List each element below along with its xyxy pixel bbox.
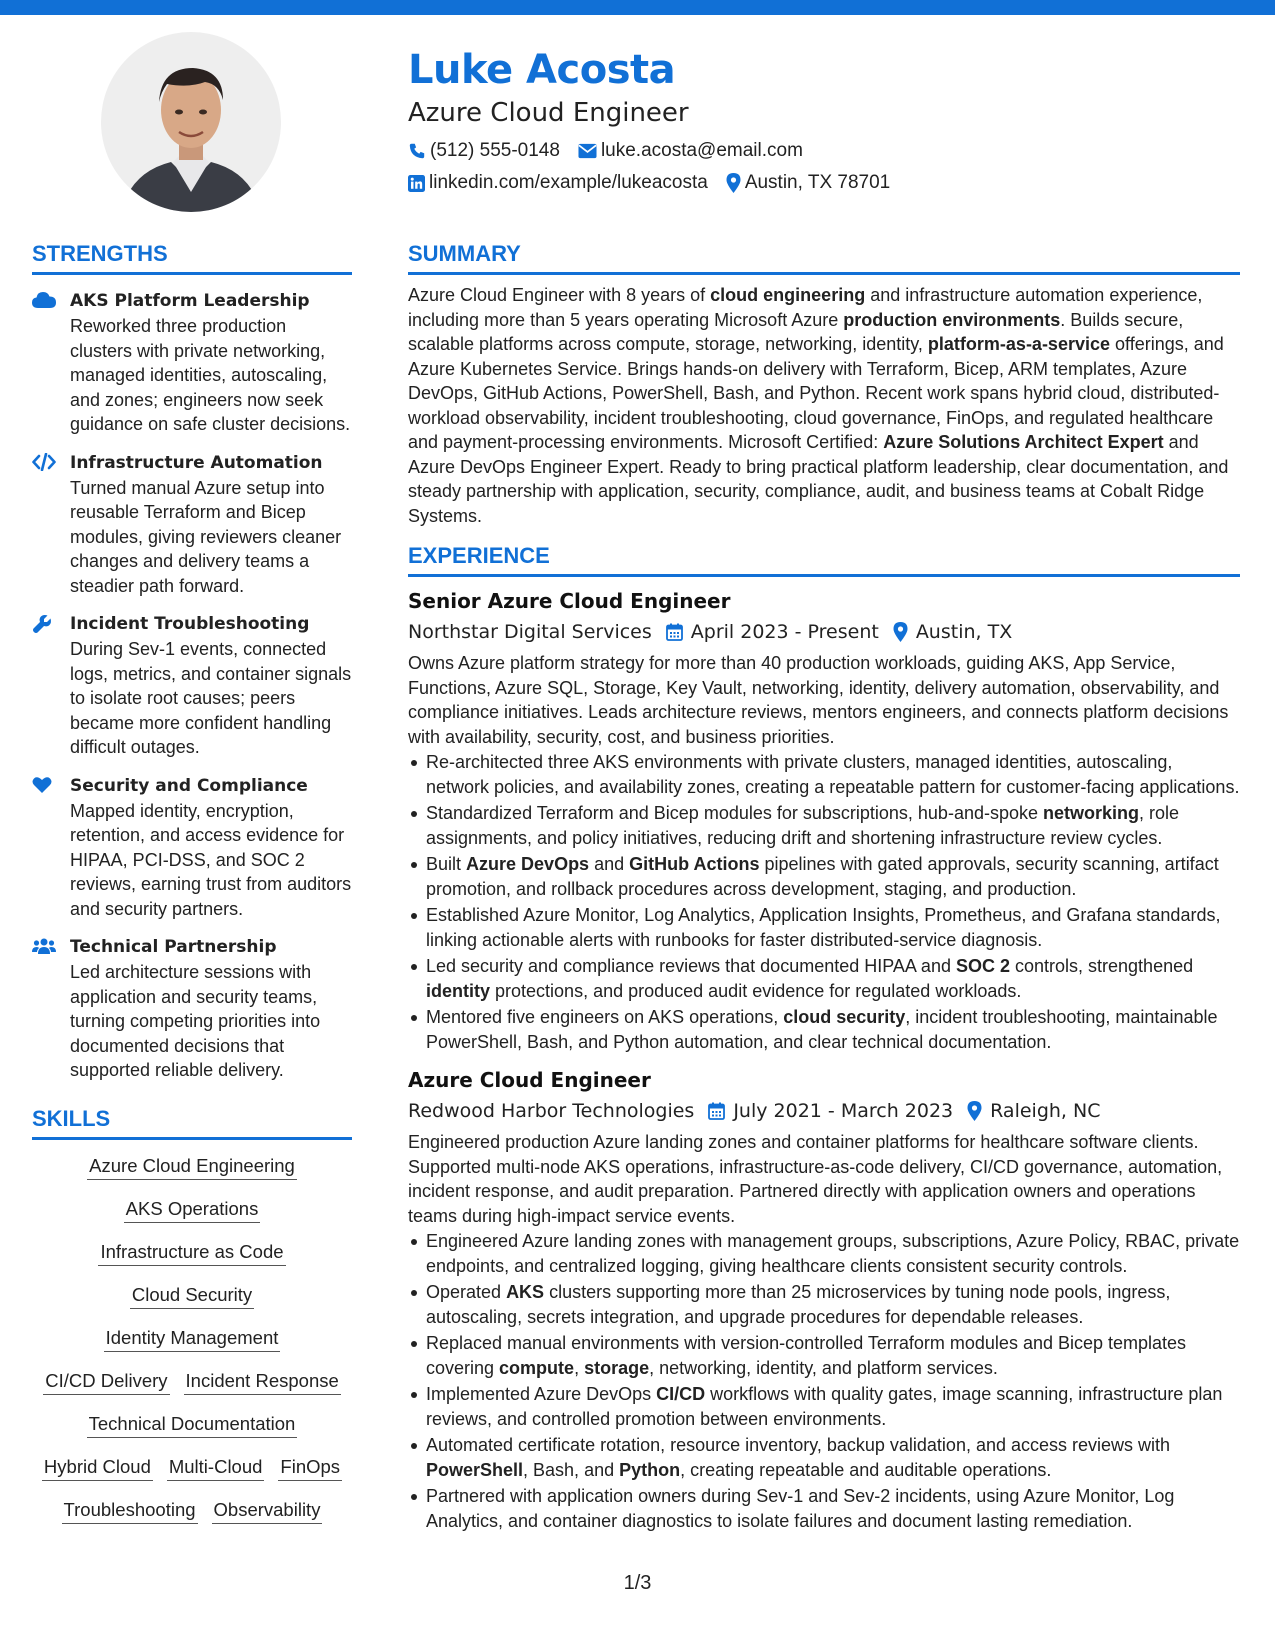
heart-icon: [32, 776, 52, 794]
job-entry: [408, 1066, 1240, 1533]
skills-heading: SKILLS: [32, 1105, 352, 1140]
bullet-text: Replaced manual environments with version-controlled Terraform modules and Bicep templates covering: [426, 1333, 1187, 1378]
job-location-text: Austin, TX: [915, 621, 1013, 643]
job-bullet: [408, 801, 1240, 850]
bullet-bold: Python: [619, 1459, 681, 1480]
job-bullet: [408, 954, 1240, 1003]
contact-row-2: [408, 168, 1238, 198]
job-dates-text: April 2023 - Present: [690, 621, 879, 643]
bullet-bold: networking: [1043, 803, 1140, 823]
strength-title: Security and Compliance: [70, 775, 308, 796]
job-title: Azure Cloud Engineer: [408, 1068, 651, 1092]
strength-title: AKS Platform Leadership: [70, 291, 310, 311]
skill-tag: Azure Cloud Engineering: [87, 1154, 297, 1180]
summary-bold: cloud engineering: [710, 285, 866, 305]
job-meta: [408, 617, 1240, 647]
map-pin-icon: [967, 1101, 982, 1121]
bullet-text: clusters supporting more than 25 microservices by tuning node pools, ingress, autoscaling, secrets integration, and upgrade procedures for dependable releases.: [426, 1282, 1171, 1327]
bullet-text: ,: [574, 1357, 585, 1378]
skill-tag: Incident Response: [184, 1369, 341, 1395]
skill-tag: CI/CD Delivery: [43, 1369, 169, 1395]
job-title: Senior Azure Cloud Engineer: [408, 589, 731, 613]
job-bullets: [408, 1229, 1240, 1533]
right-column: [408, 240, 1240, 1535]
job-bullet: [408, 750, 1240, 799]
location-contact: [726, 168, 890, 198]
bullet-text: workflows with quality gates, image scanning, infrastructure plan reviews, and controlled promotion between environments.: [426, 1384, 1223, 1429]
linkedin-text: linkedin.com/example/lukeacosta: [429, 172, 708, 193]
skill-row: [32, 1197, 352, 1223]
envelope-icon: [578, 143, 597, 159]
skill-row: [32, 1412, 352, 1438]
map-pin-icon: [893, 622, 908, 642]
experience-heading: EXPERIENCE: [408, 542, 1240, 577]
experience-list: [408, 587, 1240, 1533]
job-bullet: [408, 903, 1240, 952]
phone-icon: [408, 142, 426, 160]
bullet-bold: cloud security: [783, 1007, 906, 1027]
skill-tag: Troubleshooting: [62, 1498, 198, 1524]
job-bullet: [408, 1331, 1240, 1380]
linkedin-contact[interactable]: [408, 168, 708, 198]
bullet-text: controls, strengthened: [1010, 956, 1194, 976]
users-icon: [32, 937, 56, 955]
summary-bold: production environments: [843, 309, 1061, 330]
job-dates-text: July 2021 - March 2023: [733, 1100, 954, 1122]
skill-tag: Observability: [212, 1498, 323, 1524]
bullet-text: protections, and produced audit evidence for regulated workloads.: [490, 980, 1022, 1001]
bullet-bold: identity: [426, 980, 491, 1001]
bullet-text: Engineered Azure landing zones with management groups, subscriptions, Azure Policy, RBAC, private endpoints, and centralized logging, giving healthcare clients consistent security controls.: [426, 1231, 1240, 1276]
contact-row-1: [408, 136, 1238, 166]
linkedin-icon: [408, 175, 425, 192]
strength-title: Infrastructure Automation: [70, 452, 323, 473]
strength-desc: Led architecture sessions with application and security teams, turning competing priorities into documented decisions that supported reliable delivery.: [70, 962, 321, 1080]
bullet-text: Standardized Terraform and Bicep modules for subscriptions, hub-and-spoke: [426, 803, 1044, 823]
strength-title: Technical Partnership: [70, 937, 277, 957]
bullet-text: and: [589, 854, 630, 874]
strength-item: [32, 289, 352, 437]
skill-tag: FinOps: [278, 1455, 342, 1481]
strength-desc: Reworked three production clusters with private networking, managed identities, autoscaling, and zones; engineers now seek guidance on safe cluster decisions.: [70, 316, 351, 434]
skill-row: [32, 1154, 352, 1180]
bullet-text: Led security and compliance reviews that documented HIPAA and: [426, 956, 956, 976]
job-description: Owns Azure platform strategy for more than 40 production workloads, guiding AKS, App Service, Functions, Azure SQL, Storage, Key Vault, networking, identity, delivery automation, observability, and compliance initiatives. Leads architecture reviews, mentors engineers, and connects platform decisions with availability, security, cost, and business priorities.: [408, 653, 1229, 747]
job-location: [967, 1096, 1100, 1126]
skill-row: [32, 1283, 352, 1309]
job-bullet: [408, 1229, 1240, 1278]
bullet-text: pipelines with gated approvals, security scanning, artifact promotion, and rollback procedures across development, staging, and production.: [426, 854, 1219, 899]
phone-text: (512) 555-0148: [430, 140, 560, 161]
job-bullet: [408, 1484, 1240, 1533]
bullet-bold: PowerShell: [426, 1459, 524, 1480]
skill-tag: AKS Operations: [124, 1197, 261, 1223]
profile-photo: [101, 32, 281, 212]
bullet-text: , Bash, and: [523, 1459, 620, 1480]
summary-text: and infrastructure automation experience, including more than 5 years operating Microsoft Azure: [408, 285, 1203, 330]
skill-row: [32, 1498, 352, 1524]
wrench-icon: [32, 614, 52, 634]
job-bullet: [408, 1433, 1240, 1482]
summary-text: [408, 283, 1240, 528]
strength-item: [32, 451, 352, 599]
job-company: Northstar Digital Services: [408, 621, 652, 643]
summary-text: and Azure DevOps Engineer Expert. Ready to bring practical platform leadership, clear documentation, and steady partnership with application, security, compliance, audit, and business teams at Cobalt Ridge Systems.: [408, 432, 1229, 526]
bullet-bold: AKS: [506, 1282, 545, 1302]
strength-item: [32, 612, 352, 760]
job-bullet: [408, 1382, 1240, 1431]
candidate-name: Luke Acosta: [408, 47, 676, 93]
bullet-text: Operated: [426, 1282, 507, 1302]
bullet-bold: CI/CD: [656, 1384, 706, 1404]
skill-row: [32, 1455, 352, 1481]
job-bullets: [408, 750, 1240, 1054]
bullet-text: , creating repeatable and auditable operations.: [680, 1459, 1052, 1480]
location-text: Austin, TX 78701: [744, 172, 891, 193]
bullet-text: , role assignments, and policy initiatives, reducing drift and shortening infrastructure review cycles.: [426, 803, 1180, 848]
summary-text: Azure Cloud Engineer with 8 years of: [408, 285, 711, 305]
strength-item: [32, 935, 352, 1083]
bullet-bold: Azure DevOps: [466, 854, 590, 874]
bullet-text: , incident troubleshooting, maintainable PowerShell, Bash, and Python automation, and clear technical documentation.: [426, 1007, 1218, 1052]
bullet-text: Re-architected three AKS environments with private clusters, managed identities, autoscaling, network policies, and availability zones, creating a repeatable pattern for customer-facing applications.: [426, 752, 1240, 797]
job-description: Engineered production Azure landing zones and container platforms for healthcare software clients. Supported multi-node AKS operations, infrastructure-as-code delivery, CI/CD governance, automation, incident response, and audit preparation. Partnered directly with application owners and operations teams during high-impact service events.: [408, 1132, 1223, 1226]
phone-contact[interactable]: [408, 136, 560, 166]
resume-header: [408, 44, 1238, 198]
summary-text: . Builds secure, scalable platforms across compute, storage, networking, identity,: [408, 309, 1184, 354]
bullet-text: , networking, identity, and platform services.: [649, 1357, 998, 1378]
summary-bold: platform-as-a-service: [927, 334, 1110, 354]
calendar-icon: [666, 623, 683, 641]
email-text: luke.acosta@email.com: [600, 140, 803, 161]
job-entry: [408, 587, 1240, 1054]
email-contact[interactable]: [578, 136, 803, 166]
left-column: [32, 240, 352, 1541]
job-bullet: [408, 1005, 1240, 1054]
job-company: Redwood Harbor Technologies: [408, 1100, 695, 1122]
skill-tag: Infrastructure as Code: [98, 1240, 285, 1266]
job-bullet: [408, 1280, 1240, 1329]
bullet-text: Automated certificate rotation, resource inventory, backup validation, and access reviews with: [426, 1435, 1171, 1455]
skill-tag: Hybrid Cloud: [42, 1455, 153, 1481]
bullet-bold: storage: [584, 1357, 650, 1378]
candidate-title: Azure Cloud Engineer: [408, 98, 689, 128]
job-dates: [666, 617, 879, 647]
bullet-bold: SOC 2: [955, 956, 1010, 976]
job-location-text: Raleigh, NC: [990, 1100, 1101, 1122]
strength-desc: Mapped identity, encryption, retention, and access evidence for HIPAA, PCI-DSS, and SOC 2 reviews, earning trust from auditors and security partners.: [70, 800, 352, 919]
skill-tag: Technical Documentation: [87, 1412, 298, 1438]
calendar-icon: [708, 1102, 725, 1120]
skill-row: [32, 1326, 352, 1352]
job-location: [893, 617, 1012, 647]
job-meta: [408, 1096, 1240, 1126]
summary-heading: SUMMARY: [408, 240, 1240, 275]
bullet-text: Established Azure Monitor, Log Analytics, Application Insights, Prometheus, and Grafana standards, linking actionable alerts with runbooks for faster distributed-service diagnosis.: [426, 905, 1221, 950]
bullet-bold: GitHub Actions: [629, 854, 760, 874]
strength-desc: Turned manual Azure setup into reusable Terraform and Bicep modules, giving reviewers cleaner changes and delivery teams a steadier path forward.: [70, 477, 342, 596]
cloud-icon: [32, 291, 56, 309]
skill-tag: Identity Management: [104, 1326, 281, 1352]
skill-row: [32, 1240, 352, 1266]
bullet-text: Implemented Azure DevOps: [426, 1384, 657, 1404]
summary-bold: Azure Solutions Architect Expert: [883, 432, 1164, 452]
bullet-text: Built: [426, 854, 467, 874]
bullet-bold: compute: [499, 1357, 575, 1378]
skills-list: [32, 1154, 352, 1524]
top-accent-bar: [0, 0, 1275, 15]
bullet-text: Mentored five engineers on AKS operations,: [426, 1007, 784, 1027]
skill-row: [32, 1369, 352, 1395]
strengths-heading: STRENGTHS: [32, 240, 352, 275]
code-icon: [32, 453, 56, 471]
map-pin-icon: [726, 173, 741, 193]
strength-title: Incident Troubleshooting: [70, 614, 310, 634]
strength-item: [32, 774, 352, 922]
page-number: 1/3: [623, 1572, 652, 1594]
job-bullet: [408, 852, 1240, 901]
job-dates: [708, 1096, 953, 1126]
summary-text: offerings, and Azure Kubernetes Service. Brings hands-on delivery with Terraform, Bicep, ARM templates, Azure DevOps, GitHub Actions, PowerShell, Bash, and Python. Recent work spans hybrid cloud, distributed-workload observability, incident troubleshooting, cloud governance, FinOps, and regulated healthcare and payment-processing environments. Microsoft Certified:: [408, 334, 1224, 452]
skill-tag: Cloud Security: [130, 1283, 254, 1309]
strength-desc: During Sev-1 events, connected logs, metrics, and container signals to isolate root causes; peers became more confident handling difficult outages.: [70, 639, 352, 757]
skill-tag: Multi-Cloud: [167, 1455, 265, 1481]
bullet-text: Partnered with application owners during Sev-1 and Sev-2 incidents, using Azure Monitor, Log Analytics, and container diagnostics to isolate failures and document lasting remediation.: [426, 1486, 1175, 1531]
